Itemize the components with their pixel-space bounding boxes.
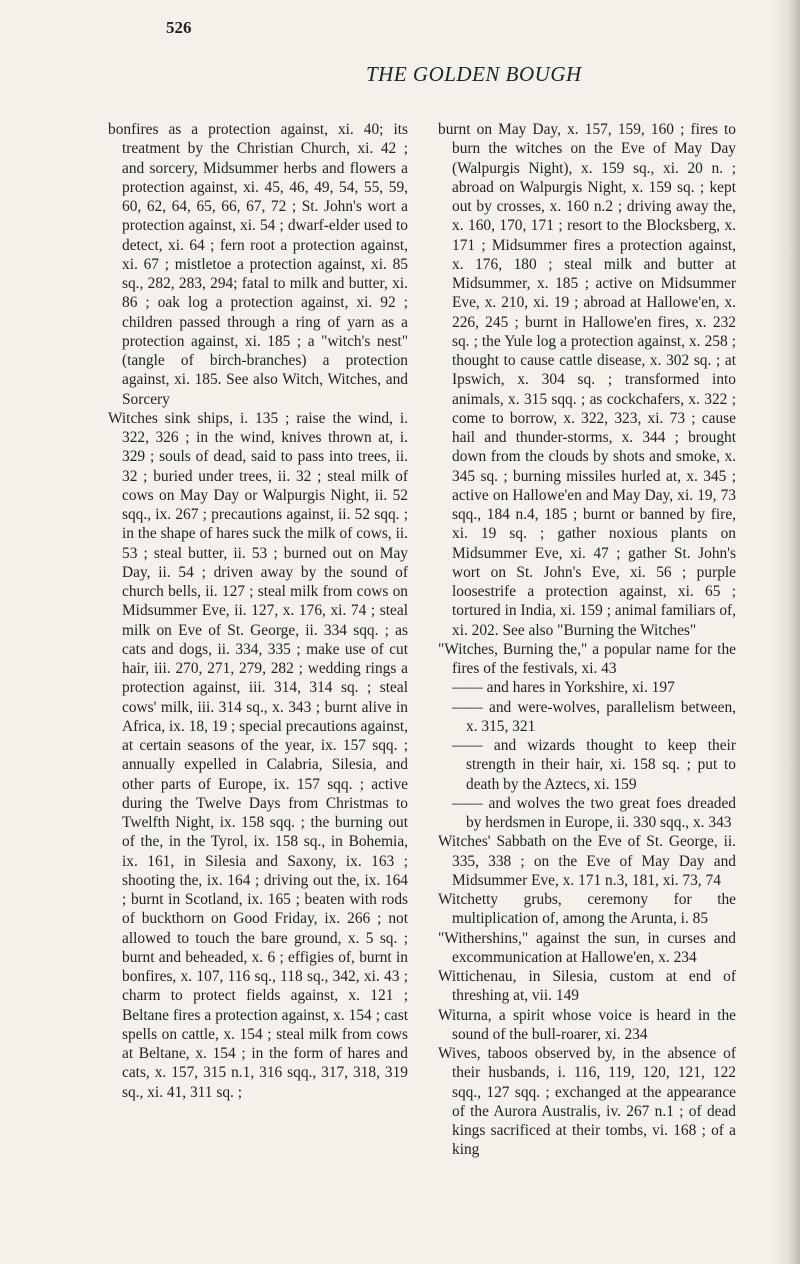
- index-entry: "Witches, Burning the," a popular name for the fires of the festivals, xi. 43: [438, 640, 736, 677]
- index-entry: bonfires as a protection against, xi. 40; its treatment by the Christian Church, xi. 42 ; and sorcery, Midsummer herbs and flowers a protection against, xi. 45, 46, 49, 54, 55, 59, 60, 62, 64, 65, 66, 67, 72 ; St. John's wort a protection against, xi. 54 ; dwarf-elder used to detect, xi. 64 ; fern root a protection against, xi. 67 ; mistletoe a protection against, xi. 85 sq., 282, 283, 294; fatal to milk and butter, xi. 86 ; oak log a protection against, xi. 92 ; children passed through a ring of yarn as a protection against, xi. 185 ; a "witch's nest" (tangle of birch-branches) a protection against, xi. 185. See also Witch, Witches, and Sorcery: [108, 121, 408, 408]
- index-subentry: —— and wizards thought to keep their strength in their hair, xi. 158 sq. ; put to death by the Aztecs, xi. 159: [452, 737, 736, 793]
- index-entry: "Withershins," against the sun, in curses and excommunication at Hallowe'en, x. 234: [438, 929, 736, 966]
- index-entry: burnt on May Day, x. 157, 159, 160 ; fires to burn the witches on the Eve of May Day (Walpurgis Night), x. 159 sq., xi. 20 n. ; abroad on Walpurgis Night, x. 159 sq. ; kept out by crosses, x. 160 n.2 ; driving away the, x. 160, 170, 171 ; resort to the Blocksberg, x. 171 ; Midsummer fires a protection against, x. 176, 180 ; steal milk and butter at Midsummer, x. 185 ; active on Midsummer Eve, x. 210, xi. 19 ; abroad at Hallowe'en, x. 226, 245 ; burnt in Hallowe'en fires, x. 232 sq. ; the Yule log a protection against, x. 258 ; thought to cause cattle disease, x. 302 sq. ; at Ipswich, x. 304 sq. ; transformed into animals, x. 315 sqq. ; as cockchafers, x. 322 ; come to borrow, x. 322, 323, xi. 73 ; cause hail and thunder-storms, x. 344 ; brought down from the clouds by shots and smoke, x. 345 sq. ; burning missiles hurled at, x. 345 ; active on Hallowe'en and May Day, xi. 19, 73 sqq., 184 n.4, 185 ; burnt or banned by fire, xi. 19 sq. ; gather noxious plants on Midsummer Eve, xi. 47 ; gather St. John's wort on St. John's Eve, xi. 56 ; purple loosestrife a protection against, xi. 65 ; tortured in India, xi. 159 ; animal familiars of, xi. 202. See also "Burning the Witches": [438, 121, 736, 639]
- index-entry: Witches' Sabbath on the Eve of St. George, ii. 335, 338 ; on the Eve of May Day and Midsummer Eve, x. 171 n.3, 181, xi. 73, 74: [438, 833, 736, 889]
- index-entry: Witchetty grubs, ceremony for the multiplication of, among the Arunta, i. 85: [438, 891, 736, 928]
- running-head: THE GOLDEN BOUGH: [366, 62, 582, 86]
- page-edge-shadow: [772, 0, 800, 1264]
- index-subentry: —— and hares in Yorkshire, xi. 197: [452, 679, 675, 697]
- index-entry: Witurna, a spirit whose voice is heard in the sound of the bull-roarer, xi. 234: [438, 1006, 736, 1043]
- index-entry: Wives, taboos observed by, in the absence of their husbands, i. 116, 119, 120, 121, 122 sqq., 127 sqq. ; exchanged at the appearance of the Aurora Australis, iv. 267 n.1 ; of dead kings sacrificed at their tombs, vi. 168 ; of a king: [438, 1045, 736, 1159]
- index-entry: Witches sink ships, i. 135 ; raise the wind, i. 322, 326 ; in the wind, knives thrown at, i. 329 ; souls of dead, said to pass into trees, ii. 32 ; buried under trees, ii. 32 ; steal milk of cows on May Day or Walpurgis Night, ii. 52 sqq., ix. 267 ; precautions against, ii. 52 sqq. ; in the shape of hares suck the milk of cows, ii. 53 ; steal butter, ii. 53 ; burned out on May Day, ii. 54 ; driven away by the sound of church bells, ii. 127 ; steal milk from cows on Midsummer Eve, ii. 127, x. 176, xi. 74 ; steal milk on Eve of St. George, ii. 334 sqq. ; as cats and dogs, ii. 334, 335 ; make use of cut hair, iii. 270, 271, 279, 282 ; wedding rings a protection against, iii. 314, 314 sq. ; steal cows' milk, iii. 314 sq., x. 343 ; burnt alive in Africa, ix. 18, 19 ; special precautions against, at certain seasons of the year, ix. 157 sqq. ; annually expelled in Calabria, Silesia, and other parts of Europe, ix. 157 sqq. ; active during the Twelve Days from Christmas to Twelfth Night, ix. 158 sqq. ; the burning out of the, in the Tyrol, ix. 158 sq., in Bohemia, ix. 161, in Silesia and Saxony, ix. 163 ; shooting the, ix. 164 ; driving out the, ix. 164 ; burnt in Scotland, ix. 165 ; beaten with rods of buckthorn on Good Friday, ix. 266 ; not allowed to touch the bare ground, x. 5 sq. ; burnt and beheaded, x. 6 ; effigies of, burnt in bonfires, x. 107, 116 sq., 118 sq., 342, xi. 43 ; charm to protect fields against, x. 121 ; Beltane fires a protection against, x. 154 ; cast spells on cattle, x. 154 ; steal milk from cows at Beltane, x. 154 ; in the form of hares and cats, x. 157, 315 n.1, 316 sqq., 317, 318, 319 sq., xi. 41, 311 sq. ;: [108, 409, 408, 1101]
- page-number: 526: [166, 18, 192, 37]
- index-column-left: [108, 120, 408, 1102]
- index-entry: Wittichenau, in Silesia, custom at end of threshing at, vii. 149: [438, 968, 736, 1005]
- index-subentry: —— and were-wolves, parallelism between, x. 315, 321: [452, 698, 736, 735]
- index-column-right: [438, 120, 736, 1160]
- index-subentry: —— and wolves the two great foes dreaded by herdsmen in Europe, ii. 330 sqq., x. 343: [452, 794, 736, 831]
